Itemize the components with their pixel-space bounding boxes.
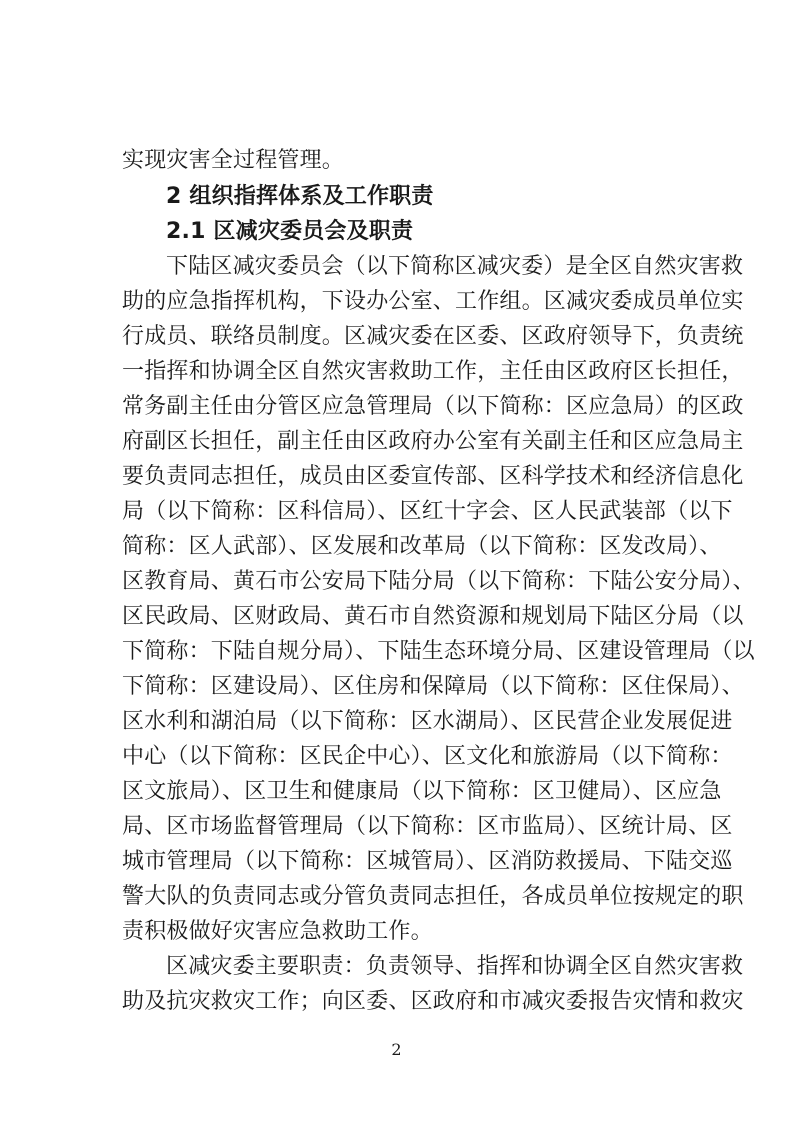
paragraph-line: 府副区长担任，副主任由区政府办公室有关副主任和区应急局主 <box>122 429 744 454</box>
paragraph-line: 一指挥和协调全区自然灾害救助工作，主任由区政府区长担任， <box>122 359 744 384</box>
paragraph-line: 下陆区减灾委员会（以下简称区减灾委）是全区自然灾害救 <box>166 254 744 279</box>
paragraph-line: 区水利和湖泊局（以下简称：区水湖局）、区民营企业发展促进 <box>122 709 733 734</box>
paragraph-line: 下简称：下陆自规分局）、下陆生态环境分局、区建设管理局（以 <box>122 639 755 664</box>
paragraph-line: 下简称：区建设局）、区住房和保障局（以下简称：区住保局）、 <box>122 674 744 699</box>
paragraph-line: 区教育局、黄石市公安局下陆分局（以下简称：下陆公安分局）、 <box>122 569 755 594</box>
paragraph-line: 警大队的负责同志或分管负责同志担任，各成员单位按规定的职 <box>122 884 744 909</box>
paragraph-line: 要负责同志担任，成员由区委宣传部、区科学技术和经济信息化 <box>122 464 744 489</box>
page-number: 2 <box>391 1040 402 1059</box>
paragraph-line: 中心（以下简称：区民企中心）、区文化和旅游局（以下简称： <box>122 744 733 769</box>
paragraph-line: 简称：区人武部）、区发展和改革局（以下简称：区发改局）、 <box>122 534 722 559</box>
paragraph-line: 区减灾委主要职责：负责领导、指挥和协调全区自然灾害救 <box>166 954 744 979</box>
paragraph-line: 区文旅局）、区卫生和健康局（以下简称：区卫健局）、区应急 <box>122 779 722 804</box>
paragraph-line: 责积极做好灾害应急救助工作。 <box>122 919 433 944</box>
continuation-text: 实现灾害全过程管理。 <box>122 148 345 173</box>
subsection-heading: 2.1 区减灾委员会及职责 <box>166 219 414 244</box>
paragraph-line: 行成员、联络员制度。区减灾委在区委、区政府领导下，负责统 <box>122 324 744 349</box>
paragraph-line: 区民政局、区财政局、黄石市自然资源和规划局下陆区分局（以 <box>122 604 744 629</box>
paragraph-line: 局（以下简称：区科信局）、区红十字会、区人民武装部（以下 <box>122 499 733 524</box>
paragraph-line: 助的应急指挥机构，下设办公室、工作组。区减灾委成员单位实 <box>122 289 744 314</box>
paragraph-line: 常务副主任由分管区应急管理局（以下简称：区应急局）的区政 <box>122 394 744 419</box>
paragraph-line: 助及抗灾救灾工作；向区委、区政府和市减灾委报告灾情和救灾 <box>122 989 744 1014</box>
paragraph-line: 局、区市场监督管理局（以下简称：区市监局）、区统计局、区 <box>122 814 733 839</box>
section-heading: 2 组织指挥体系及工作职责 <box>166 184 434 209</box>
paragraph-line: 城市管理局（以下简称：区城管局）、区消防救援局、下陆交巡 <box>122 849 733 874</box>
